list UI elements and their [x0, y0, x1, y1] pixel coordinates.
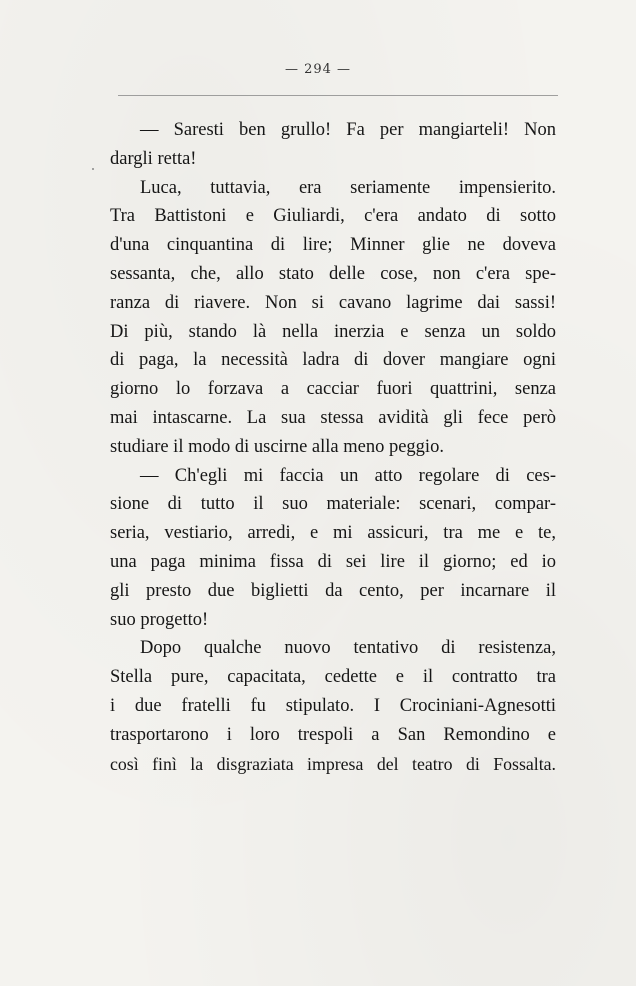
text-line: sione di tutto il suo materiale: scenari, compar- [110, 494, 556, 515]
paragraph-2 [110, 174, 556, 462]
paragraph-4 [110, 634, 556, 778]
text-line: seria, vestiario, arredi, e mi assicuri, tra me e te, [110, 523, 556, 544]
page-number-header: — 294 — [284, 62, 352, 77]
text-line: — Ch'egli mi faccia un atto regolare di ces- [140, 465, 556, 486]
page-body [110, 116, 556, 778]
text-line: Luca, tuttavia, era seriamente impensierito. [140, 177, 556, 198]
paragraph-3 [110, 462, 556, 635]
paragraph-1 [110, 116, 556, 174]
text-line: giorno lo forzava a cacciar fuori quattrini, senza [110, 379, 556, 400]
text-line: d'una cinquantina di lire; Minner glie ne doveva [110, 235, 556, 256]
text-line: mai intascarne. La sua stessa avidità gli fece però [110, 407, 556, 428]
text-line: trasportarono i loro trespoli a San Remondino e [110, 724, 556, 745]
text-line: sessanta, che, allo stato delle cose, non c'era spe- [110, 263, 556, 284]
text-line: — Saresti ben grullo! Fa per mangiarteli! Non [140, 120, 556, 140]
text-line: Dopo qualche nuovo tentativo di resistenza, [140, 638, 556, 659]
text-line: studiare il modo di uscirne alla meno peggio. [110, 436, 444, 457]
text-line: dargli retta! [110, 148, 197, 169]
text-line: Tra Battistoni e Giuliardi, c'era andato di sotto [110, 206, 556, 227]
text-line: Stella pure, capacitata, cedette e il contratto tra [110, 667, 556, 688]
text-line: così finì la disgraziata impresa del teatro di Fossalta. [110, 753, 556, 774]
header-rule [118, 95, 558, 96]
text-line: gli presto due biglietti da cento, per incarnare il [110, 580, 556, 601]
text-line: i due fratelli fu stipulato. I Crociniani-Agnesotti [110, 695, 556, 716]
text-line: Di più, stando là nella inerzia e senza un soldo [110, 321, 556, 342]
text-line: una paga minima fissa di sei lire il giorno; ed io [110, 551, 556, 572]
paper-speck [92, 168, 94, 170]
text-line: di paga, la necessità ladra di dover mangiare ogni [110, 350, 556, 371]
text-line: ranza di riavere. Non si cavano lagrime dai sassi! [110, 292, 556, 313]
text-line: suo progetto! [110, 609, 209, 630]
